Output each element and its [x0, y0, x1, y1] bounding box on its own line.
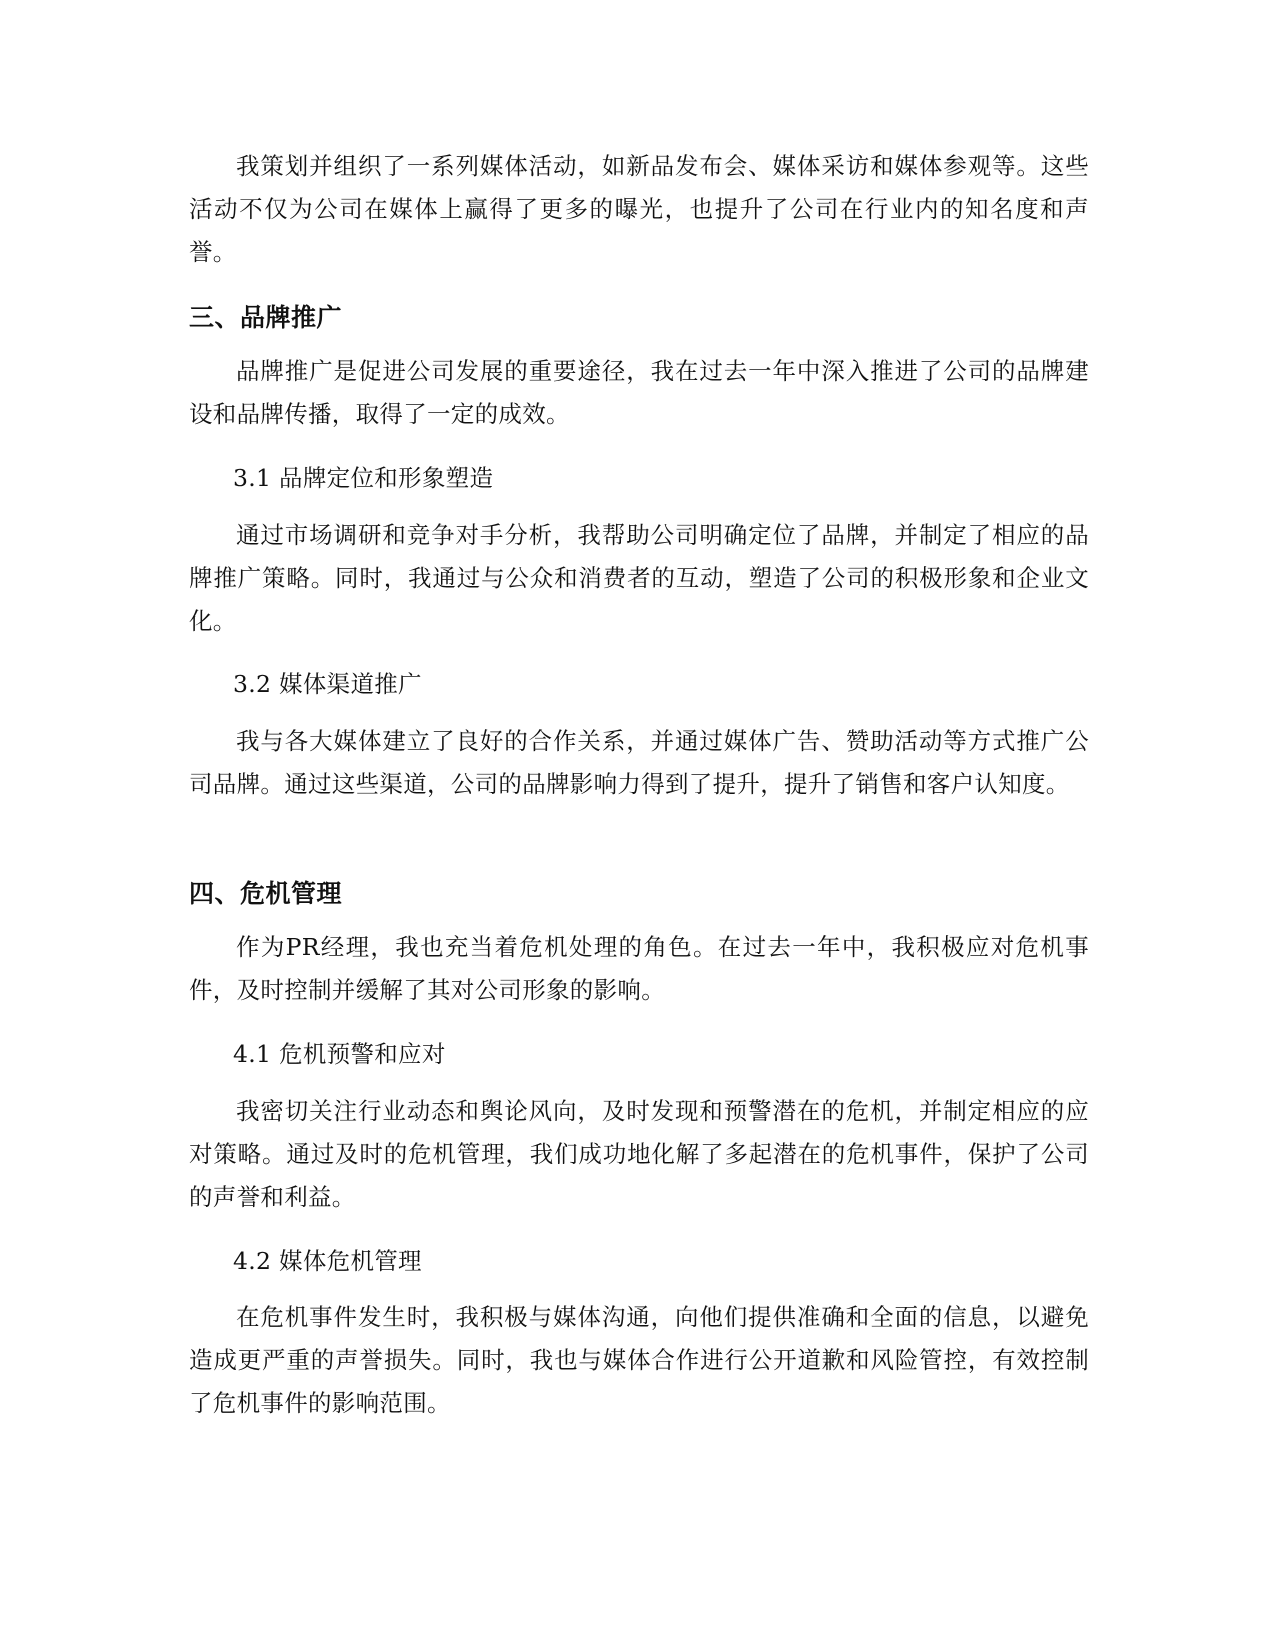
- paragraph-brand-promotion-intro: 品牌推广是促进公司发展的重要途径，我在过去一年中深入推进了公司的品牌建设和品牌传播，取得了一定的成效。: [189, 357, 1089, 428]
- subheading-media-channel: 3.2 媒体渠道推广: [233, 670, 422, 698]
- paragraph-media-crisis: 在危机事件发生时，我积极与媒体沟通，向他们提供准确和全面的信息，以避免造成更严重的声誉损失。同时，我也与媒体合作进行公开道歉和风险管控，有效控制了危机事件的影响范围。: [189, 1303, 1089, 1417]
- paragraph-crisis-management-intro: 作为PR经理，我也充当着危机处理的角色。在过去一年中，我积极应对危机事件，及时控制并缓解了其对公司形象的影响。: [189, 933, 1089, 1004]
- paragraph-media-activities: 我策划并组织了一系列媒体活动，如新品发布会、媒体采访和媒体参观等。这些活动不仅为公司在媒体上赢得了更多的曝光，也提升了公司在行业内的知名度和声誉。: [189, 152, 1089, 266]
- section-heading-crisis-management: 四、危机管理: [189, 879, 343, 908]
- paragraph-crisis-warning: 我密切关注行业动态和舆论风向，及时发现和预警潜在的危机，并制定相应的应对策略。通过及时的危机管理，我们成功地化解了多起潜在的危机事件，保护了公司的声誉和利益。: [189, 1097, 1089, 1211]
- subheading-crisis-warning: 4.1 危机预警和应对: [233, 1040, 446, 1068]
- subheading-media-crisis: 4.2 媒体危机管理: [233, 1247, 422, 1275]
- paragraph-brand-positioning: 通过市场调研和竞争对手分析，我帮助公司明确定位了品牌，并制定了相应的品牌推广策略。同时，我通过与公众和消费者的互动，塑造了公司的积极形象和企业文化。: [189, 521, 1089, 635]
- subheading-brand-positioning: 3.1 品牌定位和形象塑造: [233, 464, 494, 492]
- section-heading-brand-promotion: 三、品牌推广: [189, 303, 343, 332]
- paragraph-media-channel: 我与各大媒体建立了良好的合作关系，并通过媒体广告、赞助活动等方式推广公司品牌。通过这些渠道，公司的品牌影响力得到了提升，提升了销售和客户认知度。: [189, 727, 1089, 798]
